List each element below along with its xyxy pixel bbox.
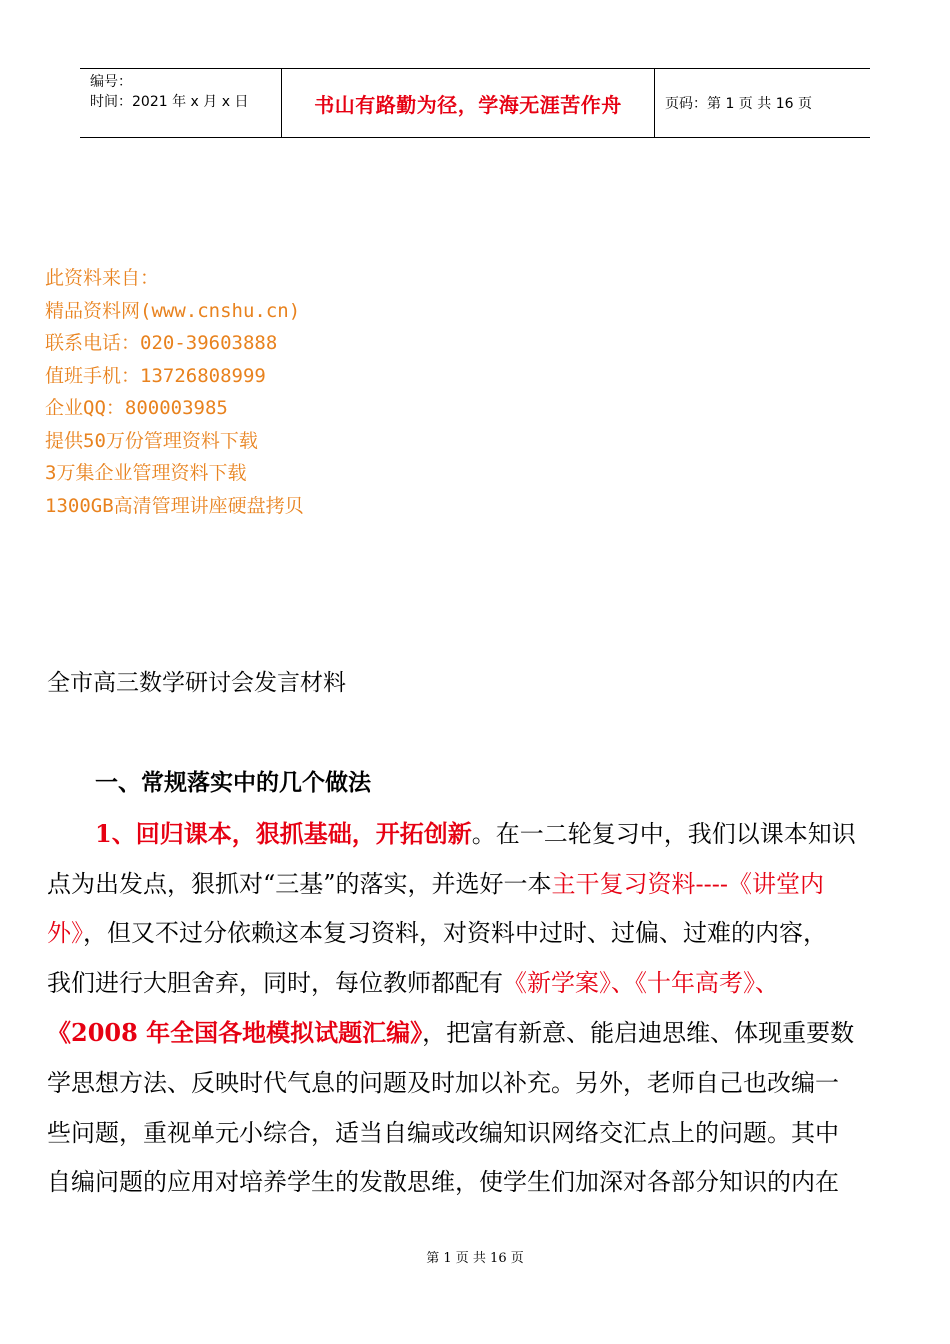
- highlight-text: 外》: [47, 919, 83, 948]
- body-paragraph: [47, 809, 905, 1208]
- paragraph-line: [47, 909, 905, 959]
- section-heading: 一、常规落实中的几个做法: [95, 769, 371, 796]
- paragraph-line: 些问题，重视单元小综合，适当自编或改编知识网络交汇点上的问题。其中: [47, 1118, 839, 1147]
- document-header: [80, 68, 870, 138]
- body-text: ，但又不过分依赖这本复习资料，对资料中过时、过偏、过难的内容，: [83, 919, 827, 948]
- body-text: ，把富有新意、能启迪思维、体现重要数: [422, 1019, 855, 1048]
- header-page-info: 页码：第 1 页 共 16 页: [665, 96, 812, 112]
- paragraph-line: [47, 1008, 905, 1059]
- paragraph-line: [47, 860, 905, 910]
- body-text: 。在一二轮复习中，我们以课本知识: [471, 820, 856, 848]
- highlight-text: 主干复习资料----《讲堂内: [551, 869, 824, 898]
- paragraph-line: 学思想方法、反映时代气息的问题及时加以补充。另外，老师自己也改编一: [47, 1068, 839, 1097]
- page-footer: 第 1 页 共 16 页: [426, 1251, 524, 1266]
- source-line: 3万集企业管理资料下载: [45, 462, 247, 484]
- source-line: 企业QQ：800003985: [45, 397, 228, 419]
- source-line: 此资料来自：: [45, 267, 160, 289]
- source-line: 联系电话：020-39603888: [45, 332, 278, 354]
- source-line: 精品资料网(www.cnshu.cn): [45, 299, 301, 322]
- highlight-text: 《新学案》、《十年高考》、: [503, 968, 779, 997]
- paragraph-line: [47, 959, 905, 1009]
- body-text: 点为出发点，狠抓对“三基”的落实，并选好一本: [47, 869, 552, 898]
- source-line: 1300GB高清管理讲座硬盘拷贝: [45, 494, 304, 517]
- highlight-text: 1、回归课本，狠抓基础，开拓创新: [95, 819, 472, 848]
- header-meta: [80, 69, 281, 137]
- source-info: [45, 262, 304, 522]
- number-label: 编号：: [90, 74, 132, 90]
- paragraph-line: 自编问题的应用对培养学生的发散思维，使学生们加深对各部分知识的内在: [47, 1168, 839, 1197]
- document-title: 全市高三数学研讨会发言材料: [47, 670, 346, 696]
- header-motto: 书山有路勤为径，学海无涯苦作舟: [281, 69, 655, 137]
- source-line: 提供50万份管理资料下载: [45, 429, 258, 452]
- time-label: 时间：2021 年 x 月 x 日: [90, 94, 249, 110]
- source-line: 值班手机：13726808999: [45, 364, 266, 387]
- highlight-text: 《2008 年全国各地模拟试题汇编》: [47, 1018, 423, 1048]
- body-text: 我们进行大胆舍弃，同时，每位教师都配有: [47, 968, 503, 997]
- paragraph-line: [47, 809, 905, 860]
